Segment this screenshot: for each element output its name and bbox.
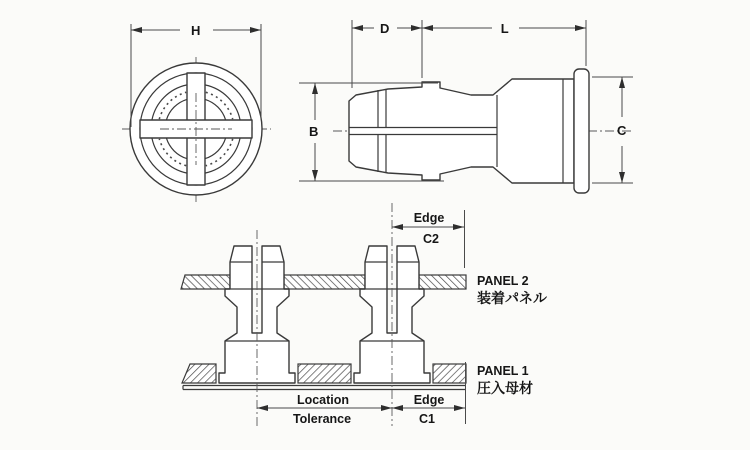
side-view-flange xyxy=(574,69,589,193)
dim-h-label: H xyxy=(191,23,201,38)
dim-l-label: L xyxy=(500,21,510,36)
panel1-name-ja: 圧入母材 xyxy=(477,380,533,396)
location-label: Location xyxy=(296,393,350,407)
edge-c1-label: Edge xyxy=(413,393,445,407)
dimension-d xyxy=(352,20,422,88)
panel1-name: PANEL 1 xyxy=(477,364,529,378)
panel1-callout xyxy=(477,364,533,396)
dimension-edge-c1 xyxy=(392,393,465,426)
side-view-body xyxy=(349,79,574,183)
edge-c2-label: Edge xyxy=(413,211,445,225)
panel2-callout xyxy=(477,274,548,306)
panel2-name-ja: 装着パネル xyxy=(477,290,547,306)
tolerance-label: Tolerance xyxy=(292,412,352,426)
front-view xyxy=(122,23,271,202)
panel2-name: PANEL 2 xyxy=(477,274,529,288)
dimension-location-tolerance xyxy=(257,393,392,426)
side-view xyxy=(299,20,633,193)
panel2-section xyxy=(181,275,466,289)
dim-c-label: C xyxy=(617,123,627,138)
edge-c1-value: C1 xyxy=(419,412,435,426)
dim-b-label: B xyxy=(309,124,319,139)
installation-view xyxy=(181,203,548,426)
edge-c2-value: C2 xyxy=(423,232,439,246)
dimension-l xyxy=(422,20,586,66)
dim-d-label: D xyxy=(380,21,390,36)
dimension-c xyxy=(592,77,633,183)
